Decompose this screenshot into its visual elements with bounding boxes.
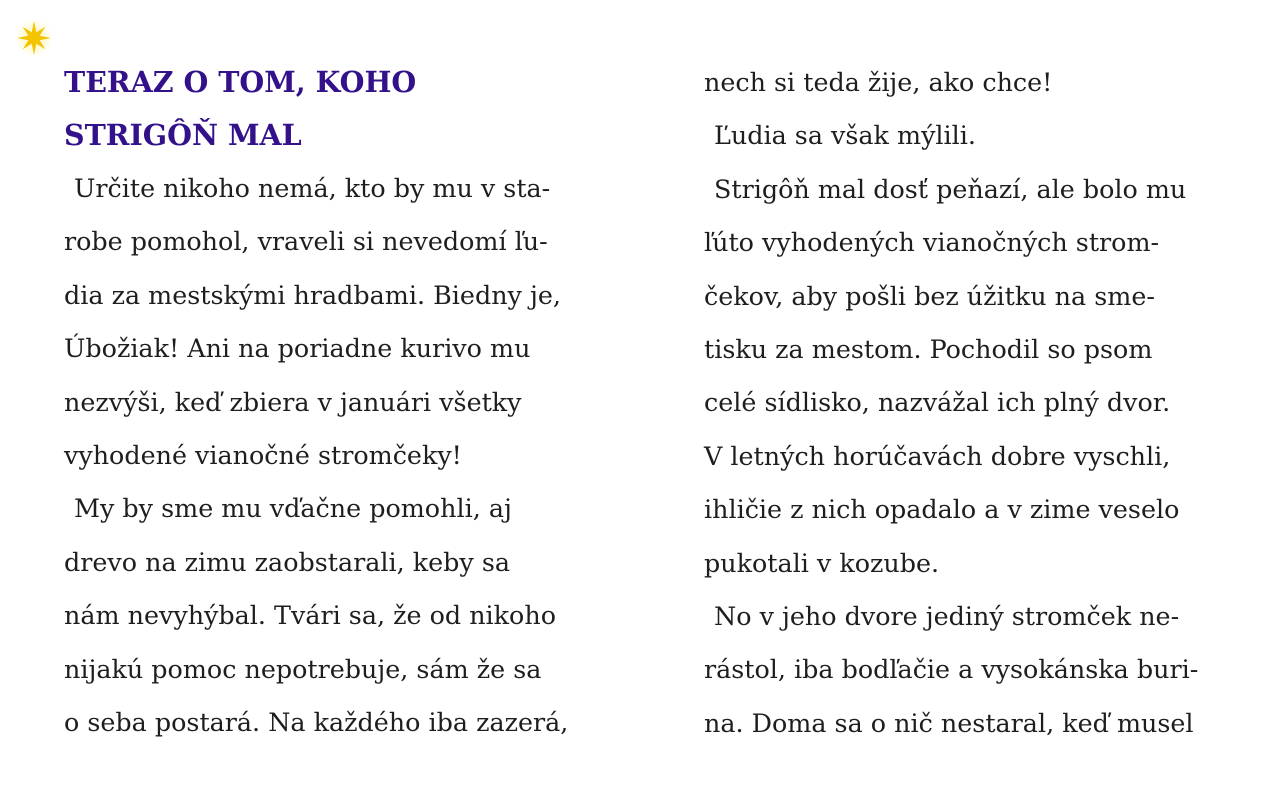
text-line: Úbožiak! Ani na poriadne kurivo mu [64, 333, 531, 364]
text-line: pukotali v kozube. [704, 547, 940, 578]
left-column [64, 56, 624, 749]
text-line: ľúto vyhodených vianočných strom- [704, 227, 1160, 258]
chapter-heading-line-1: TERAZ O TOM, KOHO [64, 65, 417, 99]
text-line: tisku za mestom. Pochodil so psom [704, 333, 1153, 364]
text-line: o seba postará. Na každého iba zazerá, [64, 706, 569, 737]
text-line: nám nevyhýbal. Tvári sa, že od nikoho [64, 600, 556, 631]
text-line: ihličie z nich opadalo a v zime veselo [704, 494, 1180, 525]
text-line: Ľudia sa však mýlili. [714, 120, 976, 151]
text-line: Strigôň mal dosť peňazí, ale bolo mu [714, 173, 1187, 204]
text-line: celé sídlisko, nazvážal ich plný dvor. [704, 387, 1171, 418]
chapter-heading-line-2: STRIGÔŇ MAL [64, 118, 302, 152]
text-line: nijakú pomoc nepotrebuje, sám že sa [64, 653, 542, 684]
text-line: čekov, aby pošli bez úžitku na sme- [704, 280, 1155, 311]
text-line: V letných horúčavách dobre vyschli, [704, 440, 1171, 471]
left-body-text [64, 162, 624, 749]
text-line: nech si teda žije, ako chce! [704, 67, 1053, 97]
chapter-heading [64, 56, 624, 162]
text-line: rástol, iba bodľačie a vysokánska buri- [704, 654, 1199, 685]
right-column [704, 56, 1264, 750]
text-line: Určite nikoho nemá, kto by mu v sta- [74, 173, 551, 203]
text-line: My by sme mu vďačne pomohli, aj [74, 493, 512, 524]
text-line: No v jeho dvore jediný stromček ne- [714, 600, 1180, 631]
text-line: nezvýši, keď zbiera v januári všetky [64, 386, 522, 417]
text-line: drevo na zimu zaobstarali, keby sa [64, 546, 511, 577]
star-icon [14, 18, 54, 58]
text-line: robe pomohol, vraveli si nevedomí ľu- [64, 226, 548, 257]
text-line: vyhodené vianočné stromčeky! [64, 439, 462, 470]
text-line: dia za mestskými hradbami. Biedny je, [64, 279, 561, 310]
text-line: na. Doma sa o nič nestaral, keď musel [704, 707, 1194, 738]
